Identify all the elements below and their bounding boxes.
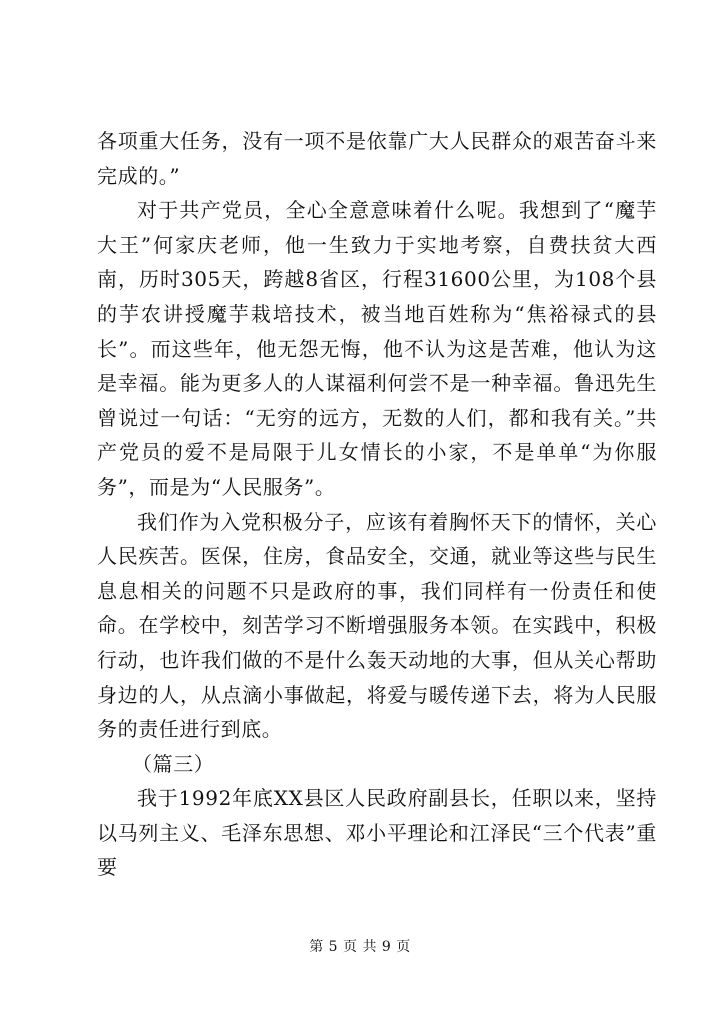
page-number-footer: 第 5 页 共 9 页 bbox=[309, 939, 411, 955]
section-heading-part-three: （篇三） bbox=[132, 751, 215, 776]
paragraph-activist-duty: 我们作为入党积极分子，应该有着胸怀天下的情怀，关心人民疾苦。医保，住房，食品安全，交通，就业等这些与民生息息相关的问题不只是政府的事，我们同样有一份责任和使命。在学校中，刻苦学习不断增强服务本领。在实践中，积极行动，也许我们做的不是什么轰天动地的大事，但从关心帮助身边的人，从点滴小事做起，将爱与暖传递下去，将为人民服务的责任进行到底。 bbox=[97, 509, 657, 742]
paragraph-deputy-county-head: 我于1992年底XX县区人民政府副县长，任职以来，坚持以马列主义、毛泽东思想、邓小平理论和江泽民“三个代表”重要 bbox=[97, 786, 657, 880]
document-body bbox=[97, 124, 657, 885]
paragraph-party-member: 对于共产党员，全心全意意味着什么呢。我想到了“魔芋大王”何家庆老师，他一生致力于实地考察，自费扶贫大西南，历时305天，跨越8省区，行程31600公里，为108个县的芋农讲授魔芋栽培技术，被当地百姓称为“焦裕禄式的县长”。而这些年，他无怨无悔，他不认为这是苦难，他认为这是幸福。能为更多人的人谋福利何尝不是一种幸福。鲁迅先生曾说过一句话：“无穷的远方，无数的人们，都和我有关。”共产党员的爱不是局限于儿女情长的小家，不是单单“为你服务”，而是为“人民服务”。 bbox=[97, 198, 657, 499]
paragraph-continuation: 各项重大任务，没有一项不是依靠广大人民群众的艰苦奋斗来完成的。” bbox=[97, 129, 657, 188]
